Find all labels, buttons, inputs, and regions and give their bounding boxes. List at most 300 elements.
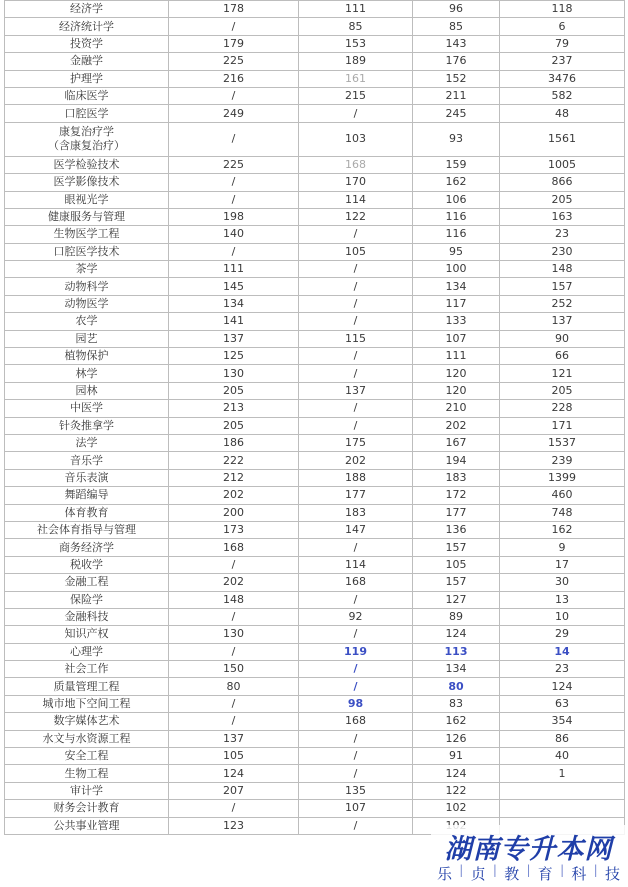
major-name: 质量管理工程 [53,679,120,693]
major-name-cell [5,817,169,834]
major-name-cell [5,261,169,278]
score-cell: 126 [413,730,500,747]
major-name-cell [5,748,169,765]
score-cell: 162 [500,521,625,538]
major-name: 植物保护 [64,349,109,363]
score-cell: 134 [413,661,500,678]
table-row [5,348,625,365]
major-name: 康复治疗学 [59,125,114,139]
table-row [5,122,625,156]
major-name: 生物医学工程 [53,227,120,241]
major-name: 林学 [75,366,98,380]
score-cell: / [299,348,413,365]
major-name: 法学 [75,436,98,450]
major-name: 生物工程 [64,766,109,780]
score-cell: 100 [413,261,500,278]
score-cell: 135 [299,782,413,799]
major-name: 医学影像技术 [53,175,120,189]
major-name: 口腔医学技术 [53,244,120,258]
table-row [5,730,625,747]
score-cell: 134 [169,295,299,312]
score-cell: 162 [413,174,500,191]
score-cell: / [299,105,413,122]
major-name-cell [5,695,169,712]
major-name-cell [5,243,169,260]
score-cell: 202 [169,487,299,504]
score-cell: 95 [413,243,500,260]
major-name: 税收学 [70,557,103,571]
major-name-cell [5,70,169,87]
score-cell: 252 [500,295,625,312]
major-name-cell [5,765,169,782]
score-cell: 207 [169,782,299,799]
table-row [5,608,625,625]
score-cell: 194 [413,452,500,469]
score-cell: 23 [500,226,625,243]
score-cell [500,800,625,817]
score-cell: 1561 [500,122,625,156]
major-name: 园艺 [75,331,98,345]
score-cell: 150 [169,661,299,678]
score-cell: 200 [169,504,299,521]
score-cell: 168 [299,574,413,591]
score-cell: 582 [500,87,625,104]
score-cell: / [299,313,413,330]
watermark-separator: | [492,863,497,877]
table-row [5,417,625,434]
score-cell: 137 [169,330,299,347]
score-cell: 121 [500,365,625,382]
major-name-cell [5,487,169,504]
major-name: 安全工程 [64,749,109,763]
major-name: 中医学 [70,401,103,415]
score-cell: / [169,243,299,260]
score-cell: / [299,678,413,695]
score-cell: 86 [500,730,625,747]
major-name: 音乐表演 [64,470,109,484]
major-name-cell [5,626,169,643]
score-cell: 162 [413,713,500,730]
score-cell: 157 [413,574,500,591]
score-cell: 205 [169,382,299,399]
score-cell: 230 [500,243,625,260]
table-row [5,626,625,643]
score-cell: 107 [413,330,500,347]
watermark-separator: | [560,863,565,877]
score-cell: 157 [500,278,625,295]
score-cell: 157 [413,539,500,556]
score-cell: 93 [413,122,500,156]
score-cell: 116 [413,208,500,225]
major-name: 舞蹈编导 [64,488,109,502]
major-name-cell [5,295,169,312]
score-cell: 176 [413,53,500,70]
major-name-cell [5,574,169,591]
score-cell: / [299,539,413,556]
score-cell: / [299,295,413,312]
score-cell: 179 [169,35,299,52]
score-cell: 124 [413,765,500,782]
major-name-cell [5,417,169,434]
score-cell: 6 [500,18,625,35]
major-name: 城市地下空间工程 [42,697,131,711]
score-cell: 212 [169,469,299,486]
score-cell: / [169,643,299,660]
score-cell: 133 [413,313,500,330]
score-cell: 13 [500,591,625,608]
score-cell: 102 [413,800,500,817]
major-name: 茶学 [75,262,98,276]
major-name-cell [5,434,169,451]
score-cell: 205 [169,417,299,434]
major-name: 经济学 [70,2,103,16]
watermark-logo [431,825,626,887]
score-cell: / [299,730,413,747]
major-name: 金融工程 [64,575,109,589]
score-cell: 114 [299,191,413,208]
watermark-char: 技 [604,865,620,883]
table-row [5,504,625,521]
major-name-cell [5,174,169,191]
score-cell: 237 [500,53,625,70]
score-cell: 105 [413,556,500,573]
major-name-cell [5,661,169,678]
table-row [5,365,625,382]
major-name-cell [5,226,169,243]
watermark-char: 科 [571,865,587,883]
table-row [5,261,625,278]
score-cell: 80 [413,678,500,695]
table-row [5,382,625,399]
score-cell: 141 [169,313,299,330]
score-cell: 183 [299,504,413,521]
major-name-cell [5,730,169,747]
table-row [5,70,625,87]
major-name: 投资学 [70,36,103,50]
score-cell: 124 [413,626,500,643]
score-cell: 30 [500,574,625,591]
score-cell: 222 [169,452,299,469]
score-cell: 107 [299,800,413,817]
score-cell: 124 [169,765,299,782]
major-name-cell [5,469,169,486]
table-row [5,782,625,799]
major-name-cell [5,18,169,35]
score-cell: 202 [169,574,299,591]
major-name: 农学 [75,314,98,328]
watermark-char: 贞 [470,865,486,883]
score-cell: 215 [299,87,413,104]
score-cell: / [299,626,413,643]
table-row [5,521,625,538]
score-cell: 111 [169,261,299,278]
major-name: 经济统计学 [59,19,114,33]
major-name-cell [5,643,169,660]
major-name-cell [5,365,169,382]
major-name: 金融科技 [64,610,109,624]
score-cell: 145 [169,278,299,295]
score-cell: 460 [500,487,625,504]
score-cell: / [299,661,413,678]
score-cell: 137 [299,382,413,399]
score-cell: / [299,278,413,295]
score-cell: / [299,261,413,278]
score-cell: 186 [169,434,299,451]
score-cell: 171 [500,417,625,434]
major-name-cell [5,782,169,799]
table-row [5,156,625,173]
table-row [5,713,625,730]
score-cell: 130 [169,365,299,382]
score-cell: 205 [500,191,625,208]
score-cell: / [299,765,413,782]
table-row [5,469,625,486]
score-cell: 168 [299,156,413,173]
score-cell: 105 [299,243,413,260]
score-cell: 130 [169,626,299,643]
score-cell: 249 [169,105,299,122]
table-row [5,765,625,782]
table-row [5,53,625,70]
score-cell: 170 [299,174,413,191]
major-name-cell [5,800,169,817]
score-cell: / [299,591,413,608]
table-row [5,695,625,712]
score-cell: 189 [299,53,413,70]
score-cell: 866 [500,174,625,191]
table-row [5,1,625,18]
score-cell: 3476 [500,70,625,87]
score-cell: 127 [413,591,500,608]
score-cell: 23 [500,661,625,678]
score-cell: 29 [500,626,625,643]
watermark-char: 教 [504,865,520,883]
score-cell: / [169,556,299,573]
table-row [5,574,625,591]
score-cell: 117 [413,295,500,312]
score-cell: 168 [169,539,299,556]
score-cell: 123 [169,817,299,834]
score-cell: / [299,748,413,765]
score-cell: 106 [413,191,500,208]
score-cell: 188 [299,469,413,486]
score-cell: 148 [169,591,299,608]
table-row [5,278,625,295]
score-cell: / [169,87,299,104]
score-cell: 239 [500,452,625,469]
score-cell: 90 [500,330,625,347]
table-row [5,487,625,504]
major-name: 临床医学 [64,89,109,103]
score-cell: 143 [413,35,500,52]
major-name-cell [5,348,169,365]
score-cell: 1399 [500,469,625,486]
score-cell: / [169,713,299,730]
score-cell: 48 [500,105,625,122]
major-name: 财务会计教育 [53,801,120,815]
score-cell: 228 [500,400,625,417]
score-table [4,0,625,835]
major-name-cell [5,122,169,156]
score-cell: 120 [413,382,500,399]
table-row [5,191,625,208]
score-cell: 225 [169,53,299,70]
table-row [5,18,625,35]
score-cell: 137 [500,313,625,330]
major-name-cell [5,713,169,730]
table-row [5,400,625,417]
table-row [5,434,625,451]
major-name: 音乐学 [70,453,103,467]
score-cell: 225 [169,156,299,173]
table-row [5,539,625,556]
major-name-cell [5,608,169,625]
score-cell: 17 [500,556,625,573]
table-row [5,226,625,243]
score-cell: 91 [413,748,500,765]
score-cell: 198 [169,208,299,225]
score-cell: 103 [299,122,413,156]
watermark-char: 乐 [437,865,453,883]
major-name-cell [5,53,169,70]
major-name: 健康服务与管理 [48,210,125,224]
major-name-cell [5,539,169,556]
score-cell: 178 [169,1,299,18]
score-cell: / [169,800,299,817]
score-cell: 153 [299,35,413,52]
score-cell: 148 [500,261,625,278]
score-cell: / [169,695,299,712]
score-cell: 125 [169,348,299,365]
table-row [5,643,625,660]
score-cell: / [169,191,299,208]
score-cell: 40 [500,748,625,765]
major-name: 公共事业管理 [53,818,120,832]
score-cell: 85 [413,18,500,35]
score-cell: 92 [299,608,413,625]
major-name-cell [5,330,169,347]
table-row [5,208,625,225]
watermark-title: 湖南专升本网 [444,834,613,865]
score-cell: 134 [413,278,500,295]
score-cell: 66 [500,348,625,365]
score-cell: / [299,226,413,243]
score-cell: 159 [413,156,500,173]
major-name-cell [5,87,169,104]
score-cell: 111 [299,1,413,18]
watermark-separator: | [593,863,598,877]
score-cell: 140 [169,226,299,243]
score-cell: 177 [299,487,413,504]
table-row [5,330,625,347]
table-row [5,591,625,608]
score-cell: 122 [299,208,413,225]
score-cell: 213 [169,400,299,417]
table-row [5,452,625,469]
score-cell: 177 [413,504,500,521]
table-row [5,800,625,817]
major-name-cell [5,521,169,538]
score-cell: 205 [500,382,625,399]
score-cell: 10 [500,608,625,625]
major-name: 数字媒体艺术 [53,714,120,728]
score-cell: / [299,817,413,834]
score-cell: 105 [169,748,299,765]
score-cell: 14 [500,643,625,660]
score-cell: 152 [413,70,500,87]
score-cell: 202 [299,452,413,469]
table-row [5,313,625,330]
table-row [5,661,625,678]
score-cell: 183 [413,469,500,486]
table-row [5,35,625,52]
score-cell: 167 [413,434,500,451]
major-name-cell [5,191,169,208]
score-cell: 173 [169,521,299,538]
score-cell [500,782,625,799]
score-cell: 115 [299,330,413,347]
score-cell: 245 [413,105,500,122]
score-cell: 114 [299,556,413,573]
score-cell: 172 [413,487,500,504]
score-cell: 79 [500,35,625,52]
score-cell: 163 [500,208,625,225]
score-cell: 1 [500,765,625,782]
major-name: 针灸推拿学 [59,418,114,432]
score-cell: 210 [413,400,500,417]
score-cell: 118 [500,1,625,18]
score-cell: 202 [413,417,500,434]
score-cell: 211 [413,87,500,104]
major-name: 眼视光学 [64,192,109,206]
major-name-cell [5,504,169,521]
watermark-subtitle [431,863,626,884]
major-name: 社会体育指导与管理 [37,523,136,537]
score-cell: 216 [169,70,299,87]
major-name: 商务经济学 [59,540,114,554]
score-cell: 9 [500,539,625,556]
major-name: 金融学 [70,54,103,68]
score-cell: 748 [500,504,625,521]
score-cell: 116 [413,226,500,243]
score-cell: 147 [299,521,413,538]
score-cell: 122 [413,782,500,799]
major-name: 心理学 [70,644,103,658]
table-row [5,105,625,122]
major-name: 园林 [75,384,98,397]
score-cell: / [169,18,299,35]
major-name-cell [5,556,169,573]
score-cell: 1537 [500,434,625,451]
score-cell: 354 [500,713,625,730]
major-name: 社会工作 [64,662,109,676]
major-name-cell [5,208,169,225]
score-table-body [5,1,625,835]
major-name: 知识产权 [64,627,109,641]
score-cell: 63 [500,695,625,712]
score-cell: 1005 [500,156,625,173]
table-row [5,87,625,104]
major-name-cell [5,678,169,695]
score-cell: 120 [413,365,500,382]
score-cell: / [299,400,413,417]
table-row [5,295,625,312]
table-row [5,556,625,573]
score-cell: / [299,365,413,382]
major-name-cell [5,35,169,52]
watermark-separator: | [459,863,464,877]
score-cell: 136 [413,521,500,538]
